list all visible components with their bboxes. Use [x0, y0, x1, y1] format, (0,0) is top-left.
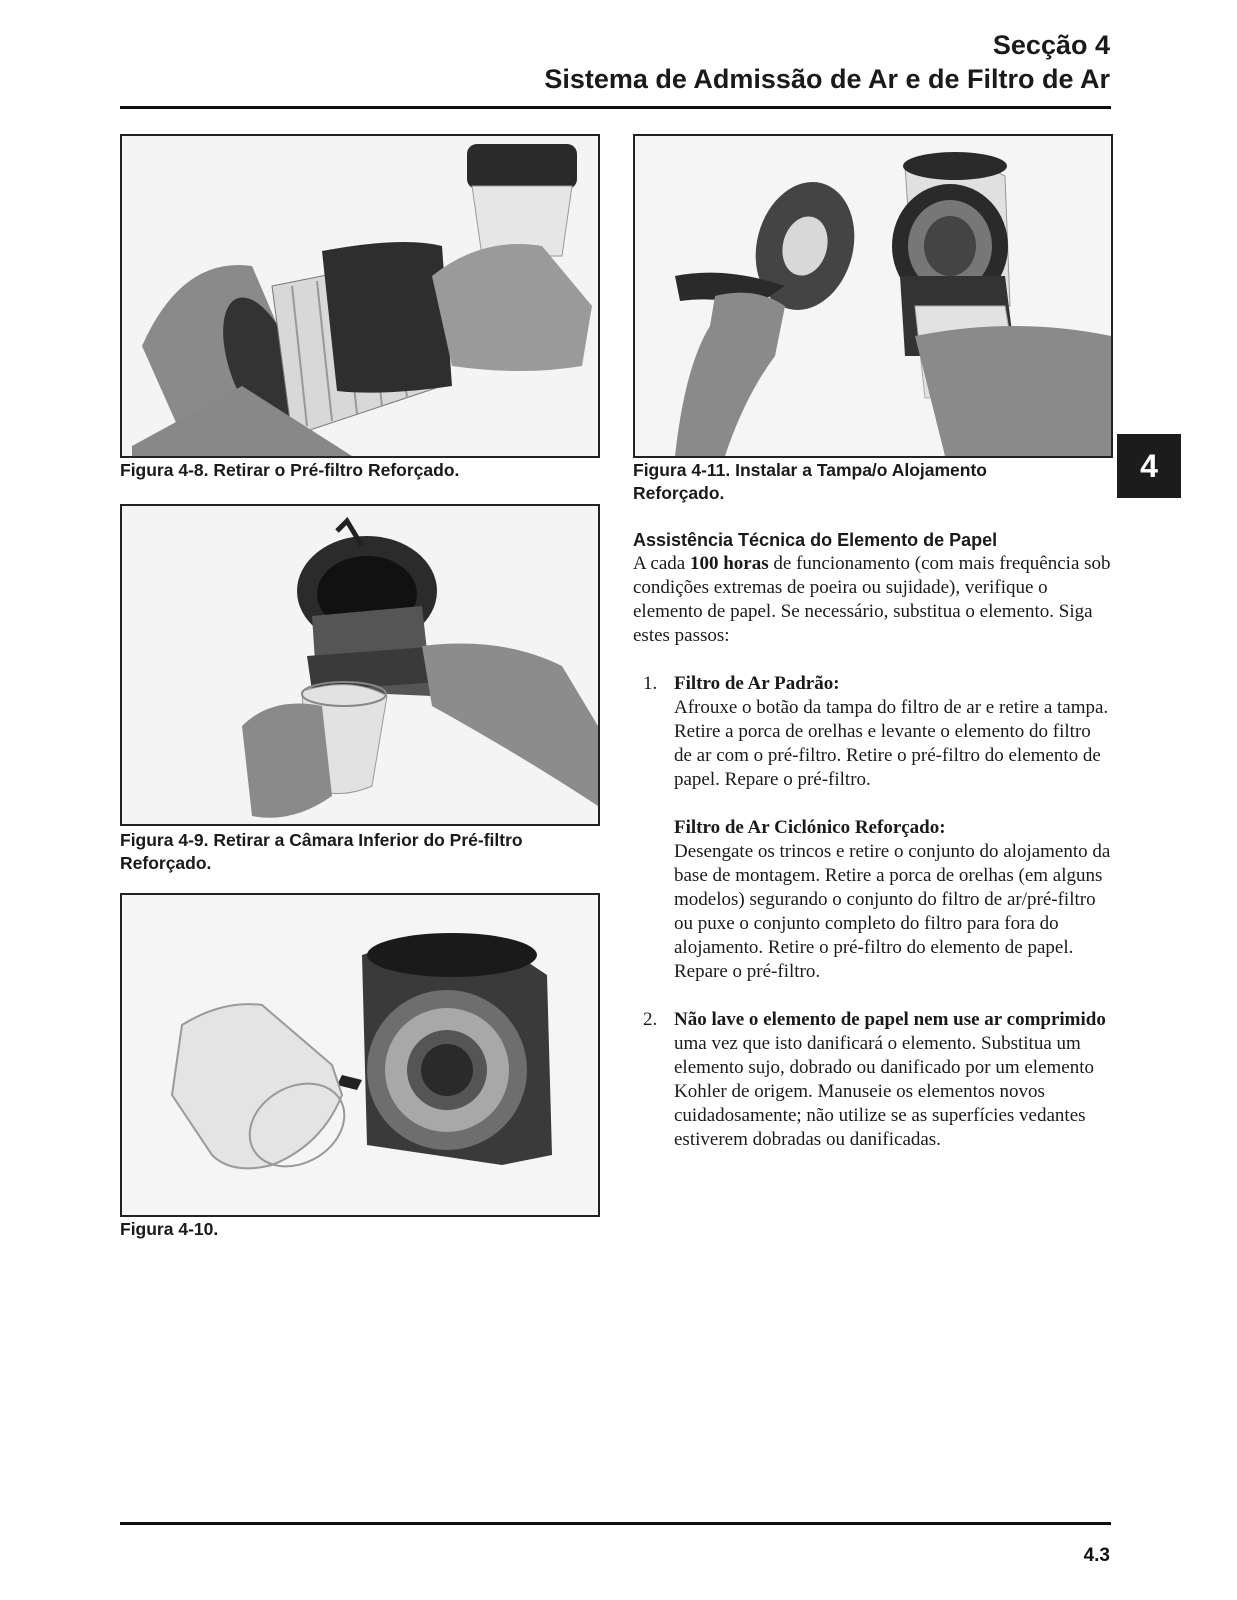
- item-text: Afrouxe o botão da tampa do filtro de ar e retire a tampa. Retire a porca de orelhas e levante o elemento do filtro de ar com o pré-filtro. Retire o pré-filtro do elemento de papel. Repare o pré-filtro.: [674, 697, 1109, 790]
- list-item: [633, 1008, 1113, 1152]
- interval-hours: 100 horas: [689, 553, 769, 574]
- cover-install-illustration: [635, 136, 1111, 456]
- item-number: 2.: [643, 1009, 658, 1030]
- header-rule: [120, 106, 1111, 109]
- page-header: [544, 28, 1110, 96]
- prefilter-removal-illustration: [122, 136, 598, 456]
- list-item: [633, 672, 1113, 984]
- prefilter-parts-illustration: [122, 895, 598, 1215]
- lower-chamber-removal-illustration: [122, 506, 598, 824]
- intro-paragraph: A cada 100 horas de funcionamento (com mais frequência sob condições extremas de poeira ou sujidade), verifique o elemento de papel. Se necessário, substitua o elemento. Siga estes passos:: [633, 553, 1111, 646]
- figure-4-8-caption: Figura 4-8. Retirar o Pré-filtro Reforçado.: [120, 460, 460, 480]
- footer-rule: [120, 1522, 1111, 1525]
- figure-4-11-photo: [633, 134, 1113, 458]
- figure-4-11-caption: Figura 4-11. Instalar a Tampa/o Alojamento Reforçado.: [633, 460, 987, 503]
- section-title: Sistema de Admissão de Ar e de Filtro de Ar: [544, 64, 1110, 94]
- item-heading: Filtro de Ar Padrão:: [674, 673, 840, 694]
- figure-4-8-photo: [120, 134, 600, 458]
- item-number: 1.: [643, 673, 658, 694]
- page-number: 4.3: [1083, 1545, 1110, 1566]
- item-subtext: Desengate os trincos e retire o conjunto do alojamento da base de montagem. Retire a porca de orelhas (em alguns modelos) segurando o conjunto do filtro de ar/pré-filtro ou puxe o conjunto completo do filtro para fora do alojamento. Retire o pré-filtro do elemento de papel. Repare o pré-filtro.: [674, 841, 1111, 982]
- figure-4-10-photo: [120, 893, 600, 1217]
- item-subheading: Filtro de Ar Ciclónico Reforçado:: [674, 817, 946, 838]
- figure-4-9-photo: [120, 504, 600, 826]
- section-number: Secção 4: [992, 30, 1110, 60]
- section-heading: Assistência Técnica do Elemento de Papel: [633, 530, 998, 550]
- item-text: Não lave o elemento de papel nem use ar comprimido uma vez que isto danificará o elemento. Substitua um elemento sujo, dobrado ou danificado por um elemento Kohler de origem. Manuseie os elementos novos cuidadosamente; não utilize se as superfícies vedantes estiverem dobradas ou danificadas.: [674, 1009, 1106, 1150]
- paper-element-service-section: [633, 528, 1113, 1152]
- section-tab: 4: [1117, 434, 1181, 498]
- figure-4-9-caption: Figura 4-9. Retirar a Câmara Inferior do Pré-filtro Reforçado.: [120, 830, 523, 873]
- figure-4-10-caption: Figura 4-10.: [120, 1219, 219, 1239]
